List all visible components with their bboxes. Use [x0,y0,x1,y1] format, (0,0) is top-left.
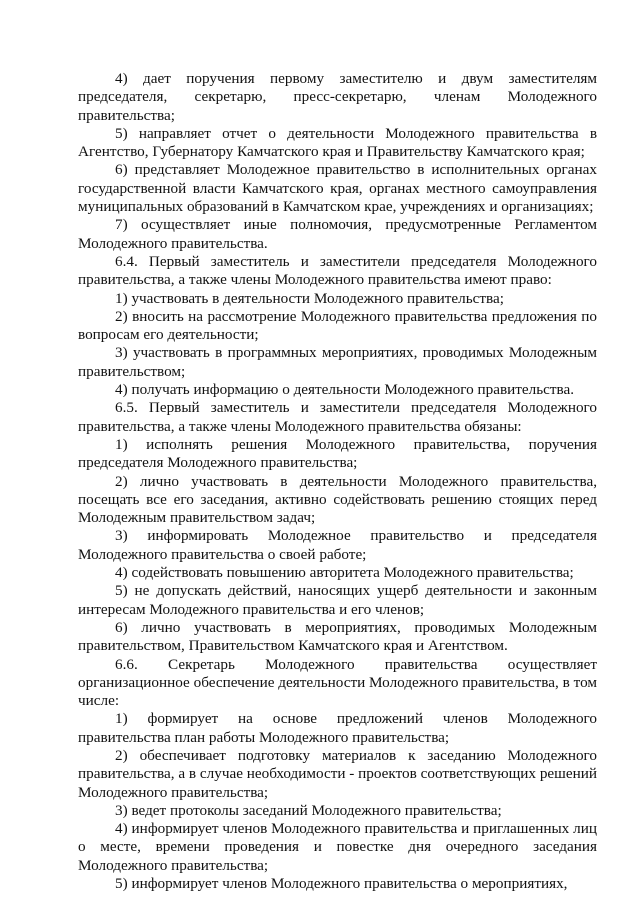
secretary-item-1: 1) формирует на основе предложений членов Молодежного правительства план работы Молодежного правительства; [78,710,597,746]
paragraph-item-6-represents: 6) представляет Молодежное правительство в исполнительных органах государственной власти Камчатского края, органах местного самоуправления муниципальных образований в Камчатском крае, учреждениях и организациях; [78,161,597,216]
duty-item-1: 1) исполнять решения Молодежного правительства, поручения председателя Молодежного правительства; [78,435,597,472]
secretary-item-4: 4) информирует членов Молодежного правительства и приглашенных лиц о месте, времени проведения и повестке дня очередного заседания Молодежного правительства; [78,820,597,874]
right-item-2: 2) вносить на рассмотрение Молодежного правительства предложения по вопросам его деятельности; [78,307,597,344]
document-page [78,70,597,893]
right-item-1: 1) участвовать в деятельности Молодежного правительства; [115,289,504,307]
duty-item-6: 6) лично участвовать в мероприятиях, проводимых Молодежным правительством, Правительством Камчатского края и Агентством. [78,618,597,655]
secretary-item-3: 3) ведет протоколы заседаний Молодежного правительства; [115,801,502,819]
section-6-6-heading: 6.6. Секретарь Молодежного правительства осуществляет организационное обеспечение деятельности Молодежного правительства, в том числе: [78,655,597,710]
duty-item-4: 4) содействовать повышению авторитета Молодежного правительства; [115,564,574,582]
paragraph-item-4-orders: 4) дает поручения первому заместителю и двум заместителям председателя, секретарю, пресс-секретарю, членам Молодежного правительства; [78,70,597,124]
section-6-5-heading: 6.5. Первый заместитель и заместители председателя Молодежного правительства, а также члены Молодежного правительства обязаны: [78,399,597,435]
section-6-4-heading: 6.4. Первый заместитель и заместители председателя Молодежного правительства, а также члены Молодежного правительства имеют право: [78,252,597,289]
duty-item-3: 3) информировать Молодежное правительство и председателя Молодежного правительства о своей работе; [78,527,597,563]
paragraph-item-7-other-powers: 7) осуществляет иные полномочия, предусмотренные Регламентом Молодежного правительства. [78,216,597,252]
duty-item-5: 5) не допускать действий, наносящих ущерб деятельности и законным интересам Молодежного правительства и его членов; [78,582,597,618]
secretary-item-2: 2) обеспечивает подготовку материалов к заседанию Молодежного правительства, а в случае необходимости - проектов соответствующих решений Молодежного правительства; [78,746,597,801]
paragraph-item-5-report: 5) направляет отчет о деятельности Молодежного правительства в Агентство, Губернатору Камчатского края и Правительству Камчатского края; [78,124,597,161]
duty-item-2: 2) лично участвовать в деятельности Молодежного правительства, посещать все его заседания, активно содействовать решению стоящих перед Молодежным правительством задач; [78,472,597,527]
right-item-3: 3) участвовать в программных мероприятиях, проводимых Молодежным правительством; [78,344,597,380]
secretary-item-5: 5) информирует членов Молодежного правительства о мероприятиях, [115,875,568,893]
right-item-4: 4) получать информацию о деятельности Молодежного правительства. [115,381,575,399]
